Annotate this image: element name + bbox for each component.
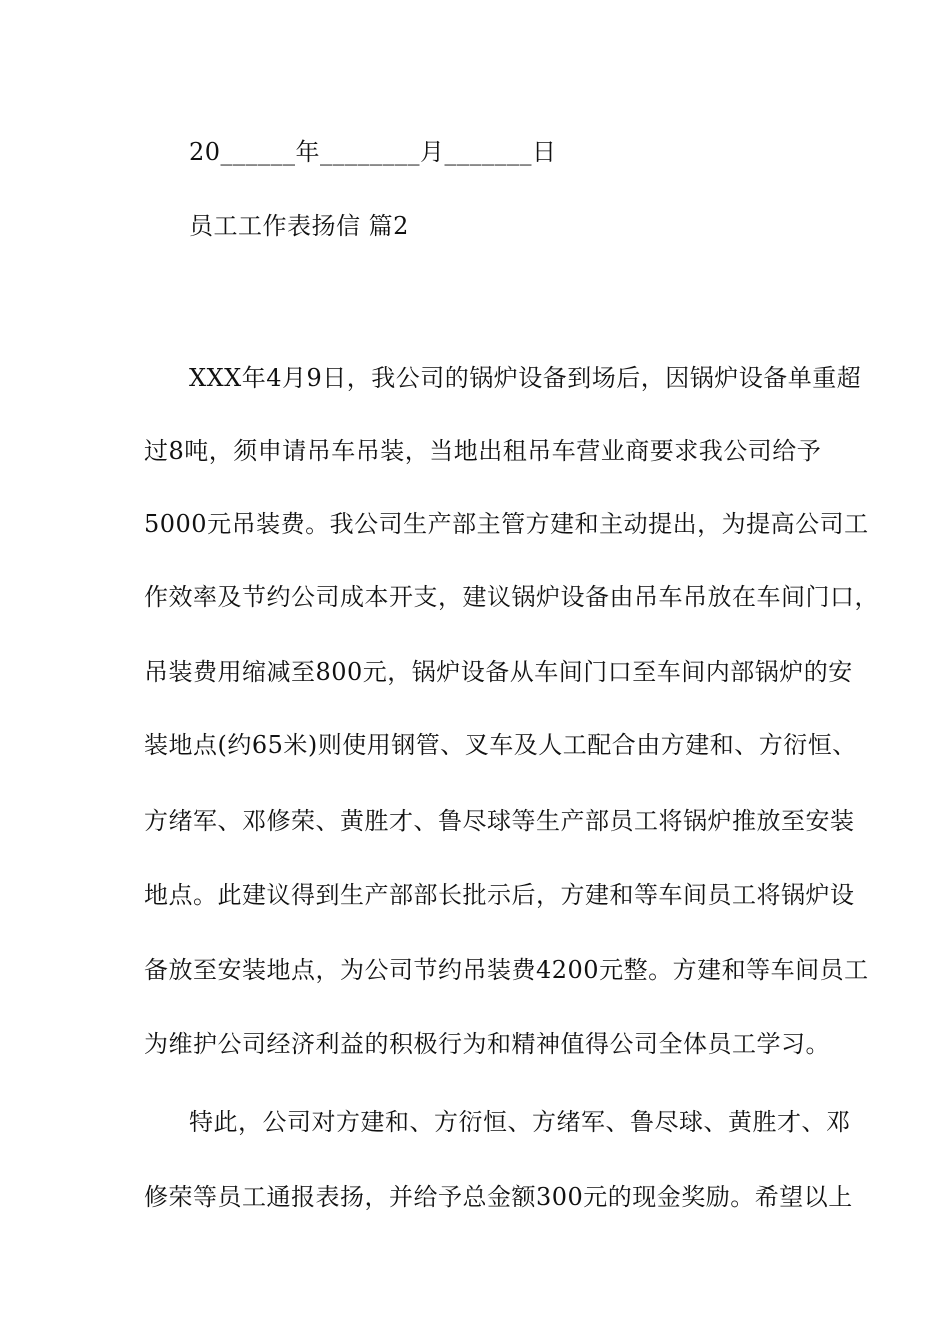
paragraph-line: 为维护公司经济利益的积极行为和精神值得公司全体员工学习。 (144, 1030, 830, 1058)
paragraph-line: 地点。此建议得到生产部部长批示后，方建和等车间员工将锅炉设 (144, 881, 855, 909)
paragraph-line: 5000元吊装费。我公司生产部主管方建和主动提出，为提高公司工 (144, 510, 869, 538)
date-line: 20______年________月_______日 (189, 138, 557, 166)
paragraph-line: 方绪军、邓修荣、黄胜才、鲁尽球等生产部员工将锅炉推放至安装 (144, 807, 855, 835)
paragraph-line: 过8吨，须申请吊车吊装，当地出租吊车营业商要求我公司给予 (144, 437, 822, 465)
paragraph-line: 修荣等员工通报表扬，并给予总金额300元的现金奖励。希望以上 (144, 1183, 853, 1211)
paragraph-line: 吊装费用缩减至800元，锅炉设备从车间门口至车间内部锅炉的安 (144, 658, 853, 686)
paragraph-line: XXX年4月9日，我公司的锅炉设备到场后，因锅炉设备单重超 (189, 364, 862, 392)
paragraph-line: 作效率及节约公司成本开支，建议锅炉设备由吊车吊放在车间门口， (144, 583, 879, 611)
paragraph-line: 备放至安装地点，为公司节约吊装费4200元整。方建和等车间员工 (144, 956, 869, 984)
paragraph-line: 特此，公司对方建和、方衍恒、方绪军、鲁尽球、黄胜才、邓 (189, 1108, 851, 1136)
paragraph-line: 装地点(约65米)则使用钢管、叉车及人工配合由方建和、方衍恒、 (144, 731, 857, 759)
letter-heading: 员工工作表扬信 篇2 (189, 212, 409, 240)
